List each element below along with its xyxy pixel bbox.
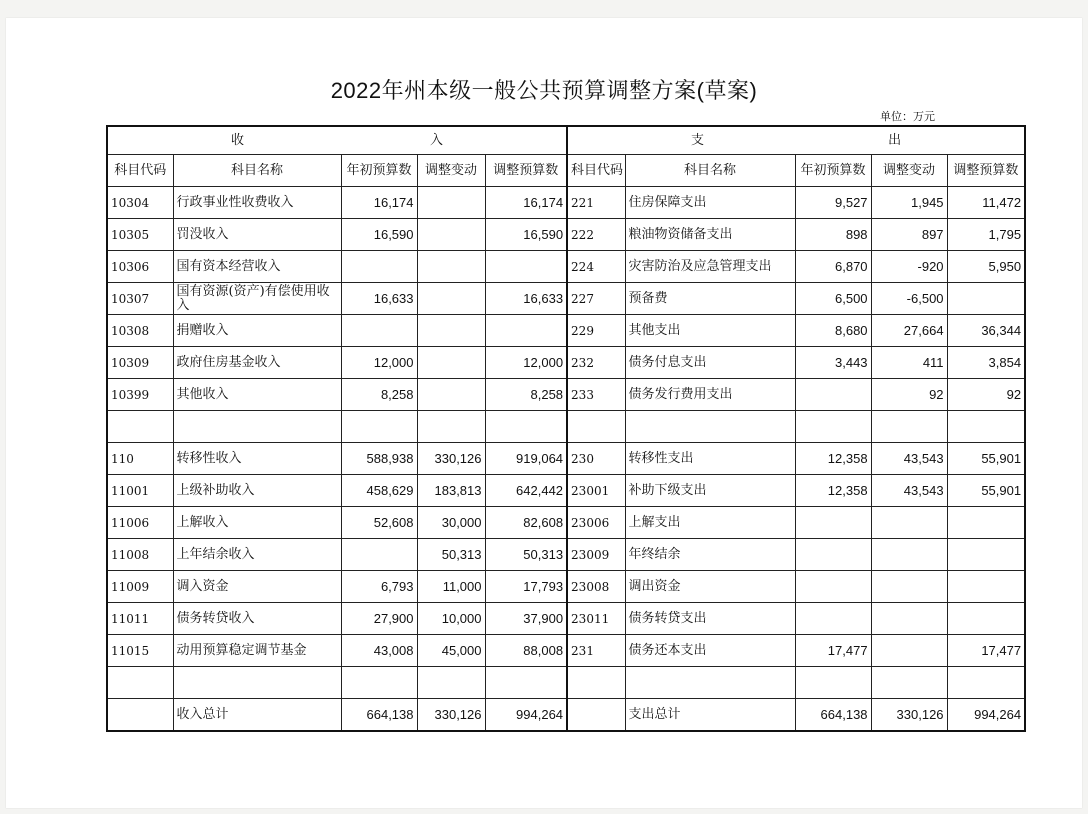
income-code-cell: 10308 — [107, 315, 173, 347]
expense-code-cell: 230 — [567, 443, 625, 475]
expense-code-cell: 23006 — [567, 507, 625, 539]
table-row — [107, 379, 1025, 411]
income-name-cell: 罚没收入 — [173, 219, 341, 251]
income-adjustment-cell — [417, 411, 485, 443]
expense-name-cell: 粮油物资储备支出 — [625, 219, 795, 251]
income-initial-budget-cell: 52,608 — [341, 507, 417, 539]
expense-initial-budget-cell: 6,870 — [795, 251, 871, 283]
income-initial-budget-cell: 12,000 — [341, 347, 417, 379]
income-name-cell — [173, 411, 341, 443]
income-adjustment-cell — [417, 379, 485, 411]
expense-adjusted-budget-cell — [947, 507, 1025, 539]
expense-name-cell: 年终结余 — [625, 539, 795, 571]
col-header: 调整变动 — [871, 155, 947, 187]
expense-adjustment-cell: -6,500 — [871, 283, 947, 315]
expense-name-cell: 预备费 — [625, 283, 795, 315]
income-adjusted-budget-cell: 919,064 — [485, 443, 567, 475]
income-code-cell: 11011 — [107, 603, 173, 635]
expense-adjustment-cell — [871, 571, 947, 603]
income-initial-budget-cell: 6,793 — [341, 571, 417, 603]
income-code-cell: 11008 — [107, 539, 173, 571]
expense-name-cell: 债务发行费用支出 — [625, 379, 795, 411]
income-code-cell: 11001 — [107, 475, 173, 507]
col-header: 调整变动 — [417, 155, 485, 187]
expense-initial-budget-cell: 6,500 — [795, 283, 871, 315]
income-adjustment-cell: 11,000 — [417, 571, 485, 603]
table-row — [107, 251, 1025, 283]
expense-initial-budget-cell: 17,477 — [795, 635, 871, 667]
income-adjustment-cell — [417, 219, 485, 251]
income-adjusted-budget-cell — [485, 251, 567, 283]
income-name-cell: 行政事业性收费收入 — [173, 187, 341, 219]
income-adjusted-budget-cell: 8,258 — [485, 379, 567, 411]
expense-adjusted-budget-cell — [947, 571, 1025, 603]
income-name-cell: 转移性收入 — [173, 443, 341, 475]
income-adjusted-budget-cell: 88,008 — [485, 635, 567, 667]
income-adjustment-cell — [417, 347, 485, 379]
table-row — [107, 283, 1025, 315]
income-code-cell: 11015 — [107, 635, 173, 667]
income-name-cell: 调入资金 — [173, 571, 341, 603]
income-adjustment-cell: 330,126 — [417, 699, 485, 732]
expense-name-cell: 支出总计 — [625, 699, 795, 732]
expense-code-cell: 231 — [567, 635, 625, 667]
expense-adjusted-budget-cell — [947, 283, 1025, 315]
income-adjusted-budget-cell: 17,793 — [485, 571, 567, 603]
expense-adjustment-cell — [871, 411, 947, 443]
income-adjustment-cell — [417, 251, 485, 283]
expense-name-cell: 债务付息支出 — [625, 347, 795, 379]
expense-adjusted-budget-cell: 11,472 — [947, 187, 1025, 219]
expense-adjustment-cell — [871, 507, 947, 539]
expense-code-cell: 23009 — [567, 539, 625, 571]
expense-adjustment-cell: 27,664 — [871, 315, 947, 347]
income-adjusted-budget-cell — [485, 667, 567, 699]
income-code-cell — [107, 411, 173, 443]
expense-initial-budget-cell — [795, 507, 871, 539]
expense-name-cell — [625, 411, 795, 443]
income-code-cell: 10307 — [107, 283, 173, 315]
income-section-header — [107, 126, 567, 155]
income-name-cell: 捐赠收入 — [173, 315, 341, 347]
expense-name-cell: 债务转贷支出 — [625, 603, 795, 635]
expense-code-cell: 221 — [567, 187, 625, 219]
expense-initial-budget-cell — [795, 379, 871, 411]
income-name-cell: 其他收入 — [173, 379, 341, 411]
income-name-cell: 上年结余收入 — [173, 539, 341, 571]
table-row — [107, 347, 1025, 379]
expense-initial-budget-cell — [795, 411, 871, 443]
income-code-cell: 11009 — [107, 571, 173, 603]
expense-adjustment-cell — [871, 539, 947, 571]
table-row — [107, 411, 1025, 443]
table-row — [107, 187, 1025, 219]
col-header: 科目代码 — [567, 155, 625, 187]
expense-adjusted-budget-cell — [947, 411, 1025, 443]
table-row — [107, 539, 1025, 571]
income-adjustment-cell — [417, 187, 485, 219]
income-name-cell: 政府住房基金收入 — [173, 347, 341, 379]
expense-adjustment-cell — [871, 667, 947, 699]
expense-adjusted-budget-cell: 92 — [947, 379, 1025, 411]
income-code-cell: 10309 — [107, 347, 173, 379]
expense-initial-budget-cell: 9,527 — [795, 187, 871, 219]
income-adjusted-budget-cell: 994,264 — [485, 699, 567, 732]
expense-adjusted-budget-cell: 5,950 — [947, 251, 1025, 283]
expense-code-cell: 229 — [567, 315, 625, 347]
table-row — [107, 507, 1025, 539]
income-code-cell: 10399 — [107, 379, 173, 411]
expense-initial-budget-cell: 12,358 — [795, 475, 871, 507]
table-row — [107, 219, 1025, 251]
expense-adjusted-budget-cell: 55,901 — [947, 475, 1025, 507]
income-adjustment-cell: 30,000 — [417, 507, 485, 539]
expense-name-cell: 调出资金 — [625, 571, 795, 603]
income-adjustment-cell: 330,126 — [417, 443, 485, 475]
expense-name-cell: 补助下级支出 — [625, 475, 795, 507]
expense-name-cell: 转移性支出 — [625, 443, 795, 475]
income-adjusted-budget-cell: 50,313 — [485, 539, 567, 571]
income-initial-budget-cell: 588,938 — [341, 443, 417, 475]
expense-adjustment-cell: 411 — [871, 347, 947, 379]
income-adjusted-budget-cell: 82,608 — [485, 507, 567, 539]
income-code-cell: 10306 — [107, 251, 173, 283]
table-row — [107, 635, 1025, 667]
expense-initial-budget-cell: 12,358 — [795, 443, 871, 475]
income-initial-budget-cell: 16,590 — [341, 219, 417, 251]
expense-adjusted-budget-cell: 36,344 — [947, 315, 1025, 347]
expense-name-cell — [625, 667, 795, 699]
expense-name-cell: 住房保障支出 — [625, 187, 795, 219]
table-row — [107, 667, 1025, 699]
income-code-cell: 110 — [107, 443, 173, 475]
expense-code-cell: 23011 — [567, 603, 625, 635]
col-header: 科目名称 — [173, 155, 341, 187]
expense-code-cell: 232 — [567, 347, 625, 379]
income-code-cell — [107, 667, 173, 699]
col-header: 年初预算数 — [341, 155, 417, 187]
expense-initial-budget-cell — [795, 667, 871, 699]
expense-initial-budget-cell: 664,138 — [795, 699, 871, 732]
expense-adjusted-budget-cell: 994,264 — [947, 699, 1025, 732]
expense-initial-budget-cell: 898 — [795, 219, 871, 251]
expense-name-cell: 债务还本支出 — [625, 635, 795, 667]
income-name-cell: 收入总计 — [173, 699, 341, 732]
income-name-cell: 债务转贷收入 — [173, 603, 341, 635]
income-initial-budget-cell: 458,629 — [341, 475, 417, 507]
income-initial-budget-cell: 16,174 — [341, 187, 417, 219]
expense-header-left: 支 — [691, 132, 705, 148]
column-header-row — [107, 155, 1025, 187]
expense-name-cell: 其他支出 — [625, 315, 795, 347]
expense-code-cell: 233 — [567, 379, 625, 411]
total-row — [107, 699, 1025, 732]
expense-initial-budget-cell: 3,443 — [795, 347, 871, 379]
expense-adjusted-budget-cell: 17,477 — [947, 635, 1025, 667]
income-initial-budget-cell: 43,008 — [341, 635, 417, 667]
income-initial-budget-cell — [341, 251, 417, 283]
expense-adjustment-cell: 1,945 — [871, 187, 947, 219]
income-adjusted-budget-cell: 16,174 — [485, 187, 567, 219]
expense-adjustment-cell: 897 — [871, 219, 947, 251]
expense-adjustment-cell — [871, 603, 947, 635]
expense-adjusted-budget-cell: 55,901 — [947, 443, 1025, 475]
col-header: 调整预算数 — [947, 155, 1025, 187]
table-row — [107, 315, 1025, 347]
expense-adjusted-budget-cell — [947, 667, 1025, 699]
expense-adjusted-budget-cell — [947, 539, 1025, 571]
expense-adjusted-budget-cell: 1,795 — [947, 219, 1025, 251]
table-row — [107, 571, 1025, 603]
expense-adjusted-budget-cell — [947, 603, 1025, 635]
income-code-cell: 10304 — [107, 187, 173, 219]
expense-section-header — [567, 126, 1025, 155]
expense-code-cell — [567, 411, 625, 443]
budget-table — [106, 125, 1026, 732]
income-adjustment-cell — [417, 315, 485, 347]
expense-name-cell: 上解支出 — [625, 507, 795, 539]
expense-initial-budget-cell — [795, 571, 871, 603]
income-adjusted-budget-cell: 16,590 — [485, 219, 567, 251]
expense-adjustment-cell: -920 — [871, 251, 947, 283]
expense-code-cell: 23008 — [567, 571, 625, 603]
income-adjustment-cell: 50,313 — [417, 539, 485, 571]
expense-adjustment-cell: 92 — [871, 379, 947, 411]
income-adjusted-budget-cell: 37,900 — [485, 603, 567, 635]
income-initial-budget-cell — [341, 667, 417, 699]
col-header: 科目名称 — [625, 155, 795, 187]
table-row — [107, 603, 1025, 635]
income-initial-budget-cell — [341, 411, 417, 443]
income-code-cell — [107, 699, 173, 732]
income-adjustment-cell: 183,813 — [417, 475, 485, 507]
expense-code-cell — [567, 667, 625, 699]
expense-initial-budget-cell — [795, 539, 871, 571]
income-name-cell: 动用预算稳定调节基金 — [173, 635, 341, 667]
income-adjusted-budget-cell: 12,000 — [485, 347, 567, 379]
expense-initial-budget-cell: 8,680 — [795, 315, 871, 347]
income-adjusted-budget-cell: 16,633 — [485, 283, 567, 315]
income-initial-budget-cell: 8,258 — [341, 379, 417, 411]
income-adjustment-cell — [417, 667, 485, 699]
expense-initial-budget-cell — [795, 603, 871, 635]
income-header-left: 收 — [231, 132, 245, 148]
unit-label: 单位：万元 — [880, 110, 935, 123]
document-title: 2022年州本级一般公共预算调整方案(草案) — [330, 78, 758, 103]
income-initial-budget-cell — [341, 539, 417, 571]
income-adjusted-budget-cell: 642,442 — [485, 475, 567, 507]
income-header-right: 入 — [430, 132, 444, 148]
income-name-cell: 国有资本经营收入 — [173, 251, 341, 283]
income-adjustment-cell: 45,000 — [417, 635, 485, 667]
income-adjusted-budget-cell — [485, 411, 567, 443]
income-name-cell: 国有资源(资产)有偿使用收入 — [173, 283, 341, 315]
income-code-cell: 10305 — [107, 219, 173, 251]
section-header-row — [107, 126, 1025, 155]
table-row — [107, 443, 1025, 475]
expense-code-cell: 23001 — [567, 475, 625, 507]
col-header: 科目代码 — [107, 155, 173, 187]
expense-adjusted-budget-cell: 3,854 — [947, 347, 1025, 379]
expense-name-cell: 灾害防治及应急管理支出 — [625, 251, 795, 283]
income-name-cell: 上解收入 — [173, 507, 341, 539]
income-name-cell: 上级补助收入 — [173, 475, 341, 507]
income-code-cell: 11006 — [107, 507, 173, 539]
expense-adjustment-cell: 43,543 — [871, 475, 947, 507]
income-name-cell — [173, 667, 341, 699]
income-initial-budget-cell: 27,900 — [341, 603, 417, 635]
expense-code-cell: 227 — [567, 283, 625, 315]
expense-adjustment-cell — [871, 635, 947, 667]
expense-adjustment-cell: 330,126 — [871, 699, 947, 732]
expense-code-cell: 224 — [567, 251, 625, 283]
table-row — [107, 475, 1025, 507]
income-initial-budget-cell: 664,138 — [341, 699, 417, 732]
expense-header-right: 出 — [888, 132, 902, 148]
income-initial-budget-cell — [341, 315, 417, 347]
income-adjustment-cell — [417, 283, 485, 315]
income-adjustment-cell: 10,000 — [417, 603, 485, 635]
col-header: 调整预算数 — [485, 155, 567, 187]
expense-adjustment-cell: 43,543 — [871, 443, 947, 475]
expense-code-cell — [567, 699, 625, 732]
col-header: 年初预算数 — [795, 155, 871, 187]
income-initial-budget-cell: 16,633 — [341, 283, 417, 315]
income-adjusted-budget-cell — [485, 315, 567, 347]
expense-code-cell: 222 — [567, 219, 625, 251]
